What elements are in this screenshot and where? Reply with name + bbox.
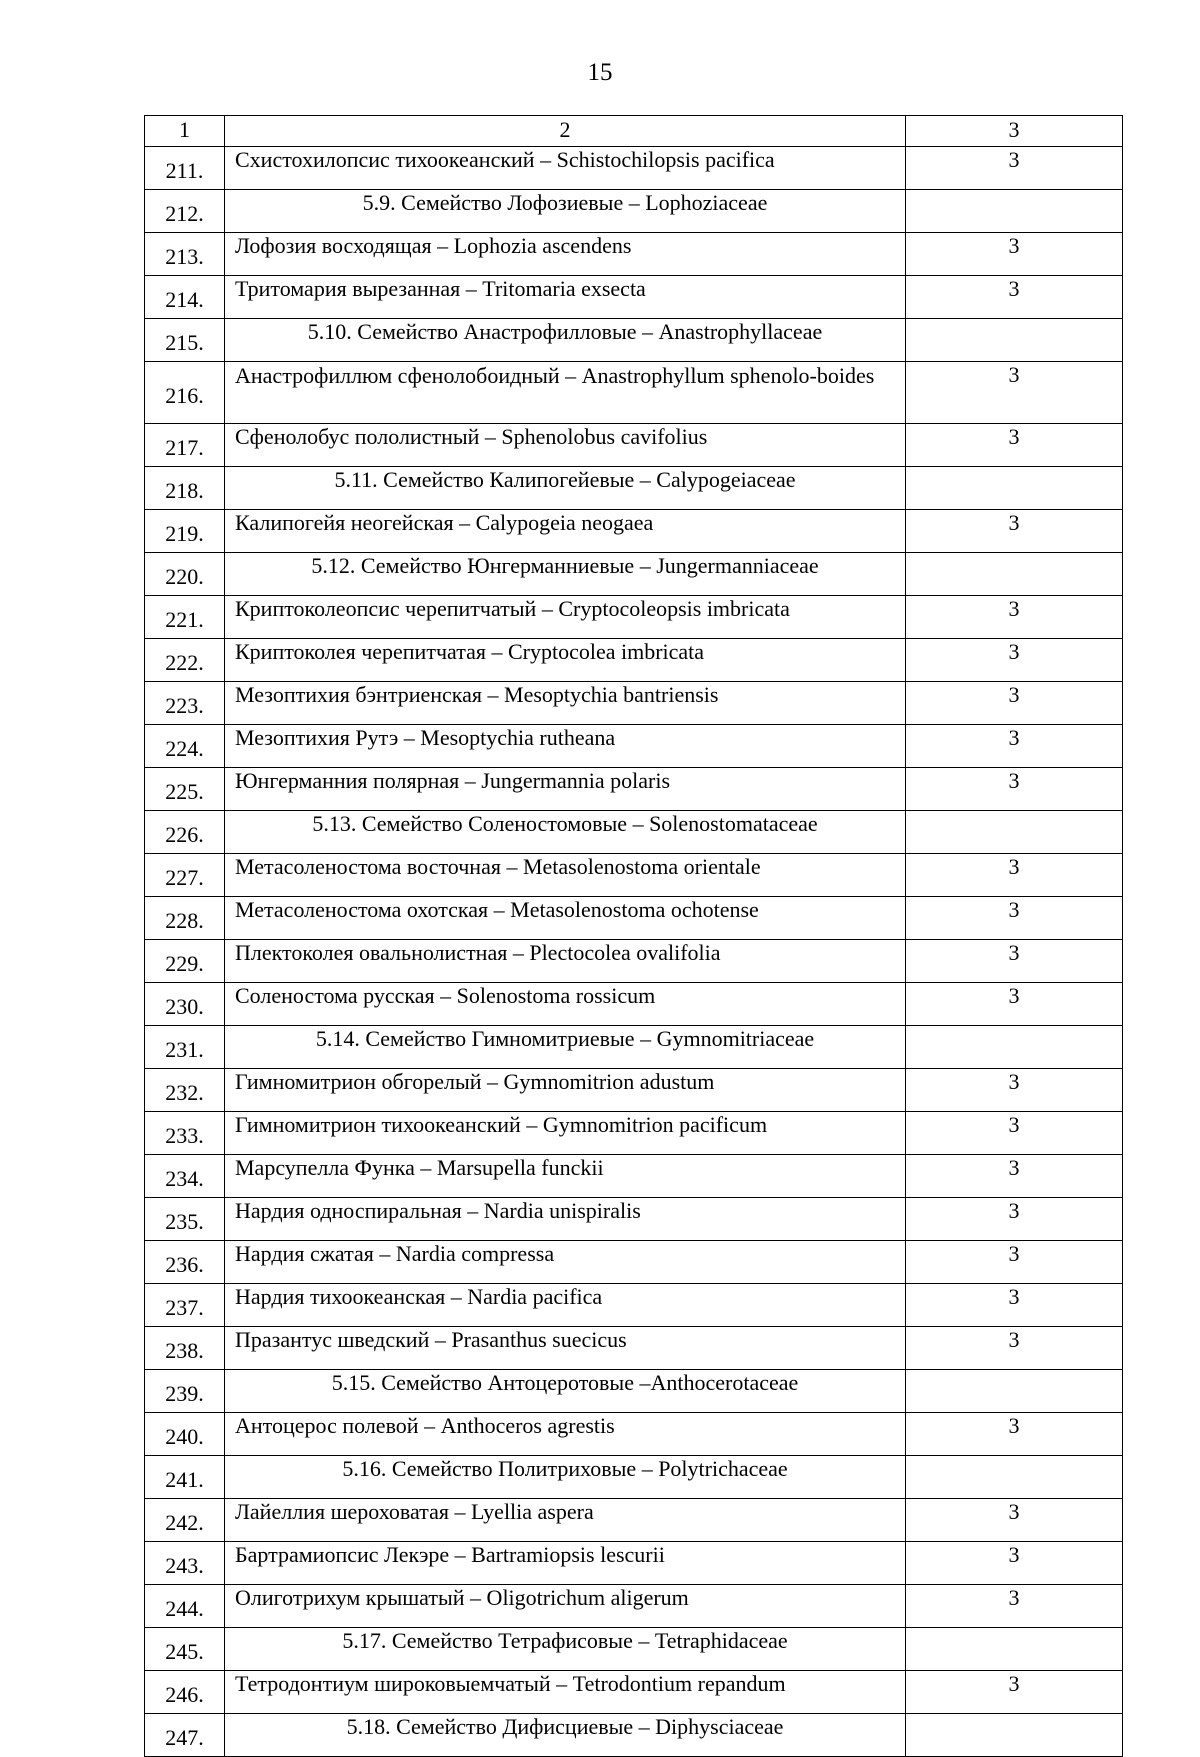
species-row bbox=[145, 510, 1123, 553]
species-row bbox=[145, 1198, 1123, 1241]
species-row bbox=[145, 1284, 1123, 1327]
species-name: Анастрофиллюм сфенолобоидный – Anastrophyllum sphenolo-boides bbox=[225, 362, 906, 424]
category-cell: 3 bbox=[906, 1112, 1123, 1155]
category-cell: 3 bbox=[906, 1671, 1123, 1714]
family-row bbox=[145, 1026, 1123, 1069]
species-row bbox=[145, 1241, 1123, 1284]
species-row bbox=[145, 725, 1123, 768]
category-cell bbox=[906, 1714, 1123, 1757]
row-number: 215. bbox=[145, 319, 225, 362]
category-cell: 3 bbox=[906, 147, 1123, 190]
category-cell: 3 bbox=[906, 1241, 1123, 1284]
row-number: 218. bbox=[145, 467, 225, 510]
species-row bbox=[145, 1413, 1123, 1456]
species-row bbox=[145, 983, 1123, 1026]
family-heading: 5.12. Семейство Юнгерманниевые – Jungermanniaceae bbox=[225, 553, 906, 596]
category-cell: 3 bbox=[906, 510, 1123, 553]
family-heading: 5.18. Семейство Дифисциевые – Diphysciaceae bbox=[225, 1714, 906, 1757]
category-cell: 3 bbox=[906, 897, 1123, 940]
row-number: 212. bbox=[145, 190, 225, 233]
species-row bbox=[145, 424, 1123, 467]
row-number: 244. bbox=[145, 1585, 225, 1628]
row-number: 227. bbox=[145, 854, 225, 897]
page-number: 15 bbox=[587, 59, 613, 86]
species-name: Мезоптихия бэнтриенская – Mesoptychia bantriensis bbox=[225, 682, 906, 725]
species-name: Криптоколея черепитчатая – Cryptocolea imbricata bbox=[225, 639, 906, 682]
species-row bbox=[145, 1112, 1123, 1155]
category-cell: 3 bbox=[906, 682, 1123, 725]
species-row bbox=[145, 768, 1123, 811]
species-name: Метасоленостома охотская – Metasolenostoma ochotense bbox=[225, 897, 906, 940]
species-row bbox=[145, 1542, 1123, 1585]
family-heading: 5.11. Семейство Калипогейевые – Calypogeiaceae bbox=[225, 467, 906, 510]
species-name: Схистохилопсис тихоокеанский – Schistochilopsis pacifica bbox=[225, 147, 906, 190]
species-name: Криптоколеопсис черепитчатый – Cryptocoleopsis imbricata bbox=[225, 596, 906, 639]
header-cell-category: 3 bbox=[906, 116, 1123, 147]
family-row bbox=[145, 319, 1123, 362]
family-row bbox=[145, 467, 1123, 510]
species-row bbox=[145, 1155, 1123, 1198]
species-name: Нардия тихоокеанская – Nardia pacifica bbox=[225, 1284, 906, 1327]
species-table bbox=[144, 115, 1123, 1757]
category-cell bbox=[906, 811, 1123, 854]
species-name: Антоцерос полевой – Anthoceros agrestis bbox=[225, 1413, 906, 1456]
species-name: Калипогейя неогейская – Calypogeia neogaea bbox=[225, 510, 906, 553]
row-number: 246. bbox=[145, 1671, 225, 1714]
category-cell: 3 bbox=[906, 1327, 1123, 1370]
row-number: 222. bbox=[145, 639, 225, 682]
category-cell: 3 bbox=[906, 854, 1123, 897]
species-row bbox=[145, 1585, 1123, 1628]
row-number: 240. bbox=[145, 1413, 225, 1456]
row-number: 211. bbox=[145, 147, 225, 190]
species-name: Гимномитрион тихоокеанский – Gymnomitrion pacificum bbox=[225, 1112, 906, 1155]
species-row bbox=[145, 276, 1123, 319]
row-number: 232. bbox=[145, 1069, 225, 1112]
species-name: Метасоленостома восточная – Metasolenostoma orientale bbox=[225, 854, 906, 897]
row-number: 221. bbox=[145, 596, 225, 639]
family-heading: 5.17. Семейство Тетрафисовые – Tetraphidaceae bbox=[225, 1628, 906, 1671]
family-heading: 5.9. Семейство Лофозиевые – Lophoziaceae bbox=[225, 190, 906, 233]
row-number: 241. bbox=[145, 1456, 225, 1499]
family-heading: 5.14. Семейство Гимномитриевые – Gymnomitriaceae bbox=[225, 1026, 906, 1069]
species-name: Тетродонтиум широковыемчатый – Tetrodontium repandum bbox=[225, 1671, 906, 1714]
row-number: 242. bbox=[145, 1499, 225, 1542]
row-number: 220. bbox=[145, 553, 225, 596]
category-cell bbox=[906, 190, 1123, 233]
category-cell: 3 bbox=[906, 1198, 1123, 1241]
row-number: 226. bbox=[145, 811, 225, 854]
row-number: 230. bbox=[145, 983, 225, 1026]
row-number: 213. bbox=[145, 233, 225, 276]
table-header-row bbox=[145, 116, 1123, 147]
row-number: 235. bbox=[145, 1198, 225, 1241]
family-heading: 5.16. Семейство Политриховые – Polytrichaceae bbox=[225, 1456, 906, 1499]
family-row bbox=[145, 1456, 1123, 1499]
species-name: Лофозия восходящая – Lophozia ascendens bbox=[225, 233, 906, 276]
category-cell: 3 bbox=[906, 276, 1123, 319]
species-row bbox=[145, 1499, 1123, 1542]
row-number: 231. bbox=[145, 1026, 225, 1069]
family-row bbox=[145, 553, 1123, 596]
species-row bbox=[145, 233, 1123, 276]
species-name: Юнгерманния полярная – Jungermannia polaris bbox=[225, 768, 906, 811]
category-cell bbox=[906, 1370, 1123, 1413]
species-row bbox=[145, 682, 1123, 725]
category-cell: 3 bbox=[906, 725, 1123, 768]
species-row bbox=[145, 362, 1123, 424]
species-row bbox=[145, 639, 1123, 682]
row-number: 219. bbox=[145, 510, 225, 553]
category-cell: 3 bbox=[906, 1585, 1123, 1628]
species-name: Нардия односпиральная – Nardia unispiralis bbox=[225, 1198, 906, 1241]
category-cell: 3 bbox=[906, 596, 1123, 639]
row-number: 237. bbox=[145, 1284, 225, 1327]
family-row bbox=[145, 1628, 1123, 1671]
family-row bbox=[145, 190, 1123, 233]
category-cell: 3 bbox=[906, 362, 1123, 424]
table-body bbox=[145, 116, 1123, 1757]
header-cell-name: 2 bbox=[225, 116, 906, 147]
species-name: Лайеллия шероховатая – Lyellia aspera bbox=[225, 1499, 906, 1542]
row-number: 217. bbox=[145, 424, 225, 467]
row-number: 229. bbox=[145, 940, 225, 983]
row-number: 225. bbox=[145, 768, 225, 811]
family-heading: 5.15. Семейство Антоцеротовые –Anthocerotaceae bbox=[225, 1370, 906, 1413]
category-cell: 3 bbox=[906, 639, 1123, 682]
row-number: 247. bbox=[145, 1714, 225, 1757]
species-row bbox=[145, 940, 1123, 983]
row-number: 214. bbox=[145, 276, 225, 319]
species-name: Нардия сжатая – Nardia compressa bbox=[225, 1241, 906, 1284]
category-cell: 3 bbox=[906, 1069, 1123, 1112]
category-cell bbox=[906, 553, 1123, 596]
category-cell bbox=[906, 467, 1123, 510]
family-row bbox=[145, 1370, 1123, 1413]
row-number: 234. bbox=[145, 1155, 225, 1198]
species-row bbox=[145, 147, 1123, 190]
row-number: 233. bbox=[145, 1112, 225, 1155]
category-cell: 3 bbox=[906, 1413, 1123, 1456]
species-row bbox=[145, 1069, 1123, 1112]
row-number: 224. bbox=[145, 725, 225, 768]
family-heading: 5.13. Семейство Соленостомовые – Solenostomataceae bbox=[225, 811, 906, 854]
species-row bbox=[145, 596, 1123, 639]
category-cell bbox=[906, 319, 1123, 362]
species-name: Сфенолобус пололистный – Sphenolobus cavifolius bbox=[225, 424, 906, 467]
category-cell bbox=[906, 1456, 1123, 1499]
species-row bbox=[145, 1671, 1123, 1714]
header-cell-number: 1 bbox=[145, 116, 225, 147]
row-number: 228. bbox=[145, 897, 225, 940]
category-cell: 3 bbox=[906, 1284, 1123, 1327]
species-name: Соленостома русская – Solenostoma rossicum bbox=[225, 983, 906, 1026]
category-cell: 3 bbox=[906, 1499, 1123, 1542]
species-name: Бартрамиопсис Лекэре – Bartramiopsis lescurii bbox=[225, 1542, 906, 1585]
category-cell: 3 bbox=[906, 983, 1123, 1026]
row-number: 216. bbox=[145, 362, 225, 424]
family-heading: 5.10. Семейство Анастрофилловые – Anastrophyllaceae bbox=[225, 319, 906, 362]
row-number: 243. bbox=[145, 1542, 225, 1585]
row-number: 238. bbox=[145, 1327, 225, 1370]
row-number: 239. bbox=[145, 1370, 225, 1413]
row-number: 223. bbox=[145, 682, 225, 725]
row-number: 245. bbox=[145, 1628, 225, 1671]
species-row bbox=[145, 897, 1123, 940]
family-row bbox=[145, 1714, 1123, 1757]
species-name: Тритомария вырезанная – Tritomaria exsecta bbox=[225, 276, 906, 319]
species-name: Празантус шведский – Prasanthus suecicus bbox=[225, 1327, 906, 1370]
category-cell: 3 bbox=[906, 940, 1123, 983]
family-row bbox=[145, 811, 1123, 854]
category-cell bbox=[906, 1026, 1123, 1069]
species-name: Марсупелла Функа – Marsupella funckii bbox=[225, 1155, 906, 1198]
species-name: Плектоколея овальнолистная – Plectocolea ovalifolia bbox=[225, 940, 906, 983]
species-row bbox=[145, 854, 1123, 897]
category-cell: 3 bbox=[906, 424, 1123, 467]
category-cell bbox=[906, 1628, 1123, 1671]
species-name: Мезоптихия Рутэ – Mesoptychia rutheana bbox=[225, 725, 906, 768]
species-row bbox=[145, 1327, 1123, 1370]
category-cell: 3 bbox=[906, 1155, 1123, 1198]
category-cell: 3 bbox=[906, 768, 1123, 811]
species-name: Гимномитрион обгорелый – Gymnomitrion adustum bbox=[225, 1069, 906, 1112]
category-cell: 3 bbox=[906, 1542, 1123, 1585]
category-cell: 3 bbox=[906, 233, 1123, 276]
species-name: Олиготрихум крышатый – Oligotrichum aligerum bbox=[225, 1585, 906, 1628]
row-number: 236. bbox=[145, 1241, 225, 1284]
